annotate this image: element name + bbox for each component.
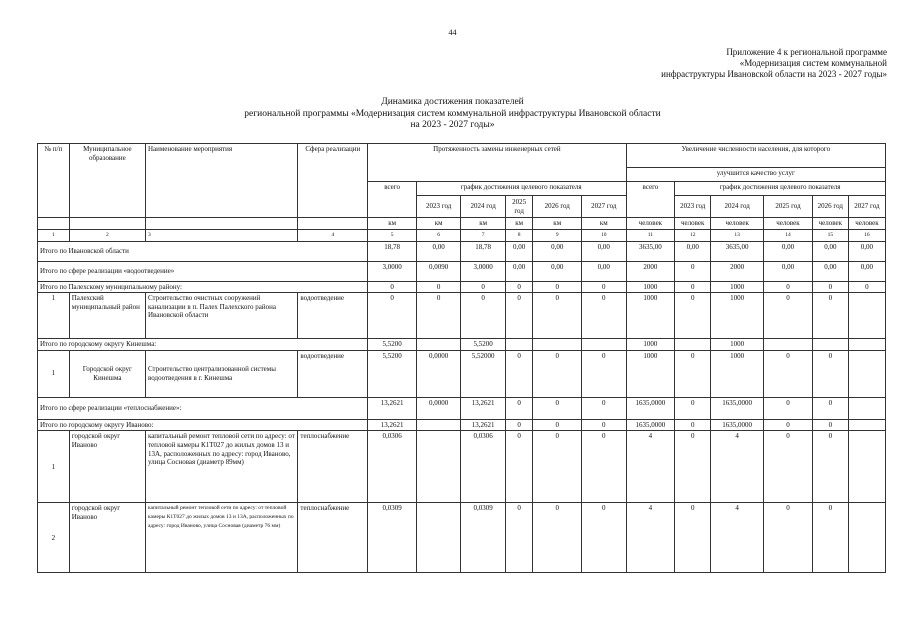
unit-people: человек [711,218,764,230]
col-number: 16 [848,230,885,242]
unit-km: км [368,218,417,230]
row-label: Итого по сфере реализации «водоотведение» [38,261,368,281]
row-label: Итого по Палехскому муниципальному району: [38,281,368,293]
value-cell [848,419,885,431]
header-year: 2026 год [533,196,582,218]
header-year: 2025 год [505,196,533,218]
value-cell: 0 [812,281,848,293]
value-cell [848,397,885,419]
value-cell: 0,00 [848,261,885,281]
col-number: 1 [38,230,70,242]
col-number: 5 [368,230,417,242]
value-cell: 0 [848,281,885,293]
header-year: 2023 год [675,196,711,218]
value-cell: 0,0090 [416,261,460,281]
value-cell: 3,0000 [461,261,505,281]
value-cell: 0 [582,281,626,293]
row-municipality: Городской округ Кинешма [69,350,145,397]
appendix-line: Приложение 4 к региональной программе [726,47,887,57]
value-cell [848,503,885,573]
value-cell: 0 [533,397,582,419]
value-cell: 0 [764,293,813,339]
unit-people: человек [812,218,848,230]
unit-people: человек [626,218,675,230]
value-cell: 0 [505,419,533,431]
value-cell: 1000 [711,339,764,351]
appendix-line: инфраструктуры Ивановской области на 2023 - 2027 годы» [661,69,887,79]
value-cell: 0,0309 [461,503,505,573]
value-cell: 0 [812,431,848,503]
value-cell: 2000 [711,261,764,281]
value-cell [416,431,460,503]
value-cell: 0 [764,431,813,503]
row-num: 1 [38,293,70,339]
value-cell: 0,00 [764,261,813,281]
value-cell: 0 [505,503,533,573]
value-cell [416,419,460,431]
title-line: на 2023 - 2027 годы» [410,120,495,130]
value-cell: 4 [711,503,764,573]
value-cell: 0,00 [505,241,533,261]
header-total-km: всего [368,182,417,218]
value-cell: 0 [582,503,626,573]
value-cell: 0 [582,419,626,431]
value-cell [764,339,813,351]
row-num: 2 [38,503,70,573]
value-cell: 0 [582,350,626,397]
value-cell [533,339,582,351]
value-cell: 1635,0000 [626,397,675,419]
appendix-line: «Модернизация систем коммунальной [739,58,887,68]
col-number: 7 [461,230,505,242]
value-cell [848,293,885,339]
value-cell: 1000 [626,339,675,351]
header-schedule-km: график достижения целевого показателя [416,182,626,196]
value-cell: 4 [711,431,764,503]
document-title [0,97,905,132]
row-event: Строительство очистных сооружений канализации в п. Палех Палехского района Ивановской области [145,293,297,339]
value-cell: 0 [675,503,711,573]
row-sphere: водоотведение [298,350,368,397]
value-cell: 0 [764,419,813,431]
value-cell [812,339,848,351]
value-cell: 0 [533,431,582,503]
row-sphere: теплоснабжение [298,503,368,573]
header-year: 2027 год [582,196,626,218]
value-cell: 0 [368,293,417,339]
value-cell: 0,00 [582,241,626,261]
value-cell: 0 [675,431,711,503]
value-cell: 0 [675,350,711,397]
value-cell: 2000 [626,261,675,281]
unit-people: человек [764,218,813,230]
value-cell: 0 [533,293,582,339]
col-number: 13 [711,230,764,242]
col-number: 15 [812,230,848,242]
col-number: 12 [675,230,711,242]
row-num: 1 [38,350,70,397]
value-cell: 13,2621 [368,419,417,431]
header-num: № п/п [38,144,70,218]
unit-km: км [416,218,460,230]
row-event: Строительство централизованной системы водоотведения в г. Кинешма [145,350,297,397]
value-cell: 5,5200 [368,339,417,351]
header-year: 2025 год [764,196,813,218]
value-cell: 0,00 [505,261,533,281]
col-number: 11 [626,230,675,242]
value-cell: 0 [505,293,533,339]
unit-km: км [461,218,505,230]
value-cell: 0,0000 [416,397,460,419]
row-municipality: городской округ Иваново [69,431,145,503]
value-cell: 0 [505,350,533,397]
value-cell: 0 [461,293,505,339]
value-cell: 0 [416,281,460,293]
value-cell: 18,78 [461,241,505,261]
value-cell [505,339,533,351]
header-networks-group: Протяженность замены инженерных сетей [368,144,626,182]
value-cell: 0,0000 [416,350,460,397]
col-number: 6 [416,230,460,242]
value-cell: 5,5200 [461,339,505,351]
value-cell: 5,52000 [461,350,505,397]
value-cell: 0,00 [582,261,626,281]
value-cell: 1000 [711,350,764,397]
row-municipality: Палехский муниципальный район [69,293,145,339]
value-cell [848,431,885,503]
row-sphere: теплоснабжение [298,431,368,503]
col-number: 8 [505,230,533,242]
value-cell: 0 [764,350,813,397]
header-population-subgroup: улучшится качество услуг [626,168,885,182]
value-cell: 0,0309 [368,503,417,573]
value-cell [675,339,711,351]
value-cell: 0 [505,431,533,503]
value-cell: 0,00 [764,241,813,261]
value-cell: 0,0306 [461,431,505,503]
value-cell: 3635,00 [711,241,764,261]
value-cell: 0,0306 [368,431,417,503]
row-event: капитальный ремонт тепловой сети по адресу: от тепловой камеры К1Т027 до жилых домов 13 и 13А, расположенных по адресу: город Иваново, улица Сосновая (диаметр 76 мм) [145,503,297,573]
value-cell: 0 [764,397,813,419]
title-line: Динамика достижения показателей [381,97,524,107]
value-cell: 1000 [626,281,675,293]
value-cell: 1000 [711,293,764,339]
value-cell [848,339,885,351]
value-cell [416,339,460,351]
value-cell: 0,00 [812,241,848,261]
indicators-table [37,143,886,573]
value-cell: 0 [812,419,848,431]
row-label: Итого по Ивановской области [38,241,368,261]
col-number: 9 [533,230,582,242]
value-cell: 0 [416,293,460,339]
value-cell: 0 [582,397,626,419]
header-year: 2023 год [416,196,460,218]
value-cell: 0 [675,293,711,339]
header-event: Наименование мероприятия [145,144,297,218]
col-number: 2 [69,230,145,242]
value-cell: 0 [812,293,848,339]
header-year: 2024 год [711,196,764,218]
header-population-group: Увеличение численности населения, для которого [626,144,885,168]
value-cell: 0 [533,350,582,397]
value-cell [416,503,460,573]
value-cell: 1635,0000 [711,397,764,419]
title-line: региональной программы «Модернизация систем коммунальной инфраструктуры Ивановской области [244,108,661,119]
unit-km: км [533,218,582,230]
value-cell: 0 [533,281,582,293]
col-number: 4 [298,230,368,242]
page-number: 44 [448,28,457,37]
header-year: 2027 год [848,196,885,218]
value-cell: 0 [675,261,711,281]
value-cell: 3635,00 [626,241,675,261]
row-label: Итого по городскому округу Кинешма: [38,339,368,351]
col-number: 14 [764,230,813,242]
header-total-people: всего [626,182,675,218]
value-cell: 0 [505,397,533,419]
col-number: 3 [145,230,297,242]
value-cell: 0,00 [416,241,460,261]
value-cell: 0 [533,503,582,573]
value-cell: 0,00 [533,261,582,281]
value-cell: 1635,0000 [626,419,675,431]
value-cell: 0 [812,397,848,419]
row-label: Итого по сфере реализации «теплоснабжение»: [38,397,368,419]
header-year: 2024 год [461,196,505,218]
row-sphere: водоотведение [298,293,368,339]
header-municipality: Муниципальное образование [69,144,145,218]
row-label: Итого по городскому округу Иваново: [38,419,368,431]
value-cell: 0 [812,503,848,573]
value-cell: 4 [626,431,675,503]
header-sphere: Сфера реализации [298,144,368,218]
value-cell: 13,2621 [461,397,505,419]
value-cell: 5,5200 [368,350,417,397]
value-cell: 0 [812,350,848,397]
value-cell: 0 [675,419,711,431]
value-cell: 0 [675,397,711,419]
col-number: 10 [582,230,626,242]
value-cell: 0,00 [533,241,582,261]
value-cell: 4 [626,503,675,573]
unit-km: км [505,218,533,230]
value-cell: 0 [533,419,582,431]
appendix-heading [661,47,887,80]
unit-people: человек [675,218,711,230]
value-cell: 0,00 [848,241,885,261]
value-cell: 0 [582,431,626,503]
header-schedule-people: график достижения целевого показателя [675,182,886,196]
unit-km: км [582,218,626,230]
value-cell: 1000 [626,350,675,397]
row-event: капитальный ремонт тепловой сети по адресу: от тепловой камеры К1Т027 до жилых домов 13 и 13А, расположенных по адресу: город Иваново, улица Сосновая (диаметр 89мм) [145,431,297,503]
value-cell: 18,78 [368,241,417,261]
value-cell: 13,2621 [461,419,505,431]
header-year: 2026 год [812,196,848,218]
value-cell: 0 [505,281,533,293]
value-cell: 1635,0000 [711,419,764,431]
value-cell: 13,2621 [368,397,417,419]
value-cell: 1000 [626,293,675,339]
row-municipality: городской округ Иваново [69,503,145,573]
value-cell: 0 [675,281,711,293]
value-cell: 0 [582,293,626,339]
value-cell: 0 [461,281,505,293]
value-cell: 0,00 [675,241,711,261]
value-cell: 0 [368,281,417,293]
value-cell: 0,00 [812,261,848,281]
value-cell [582,339,626,351]
unit-people: человек [848,218,885,230]
row-num: 1 [38,431,70,503]
value-cell: 3,0000 [368,261,417,281]
value-cell [848,350,885,397]
value-cell: 0 [764,503,813,573]
value-cell: 0 [764,281,813,293]
value-cell: 1000 [711,281,764,293]
